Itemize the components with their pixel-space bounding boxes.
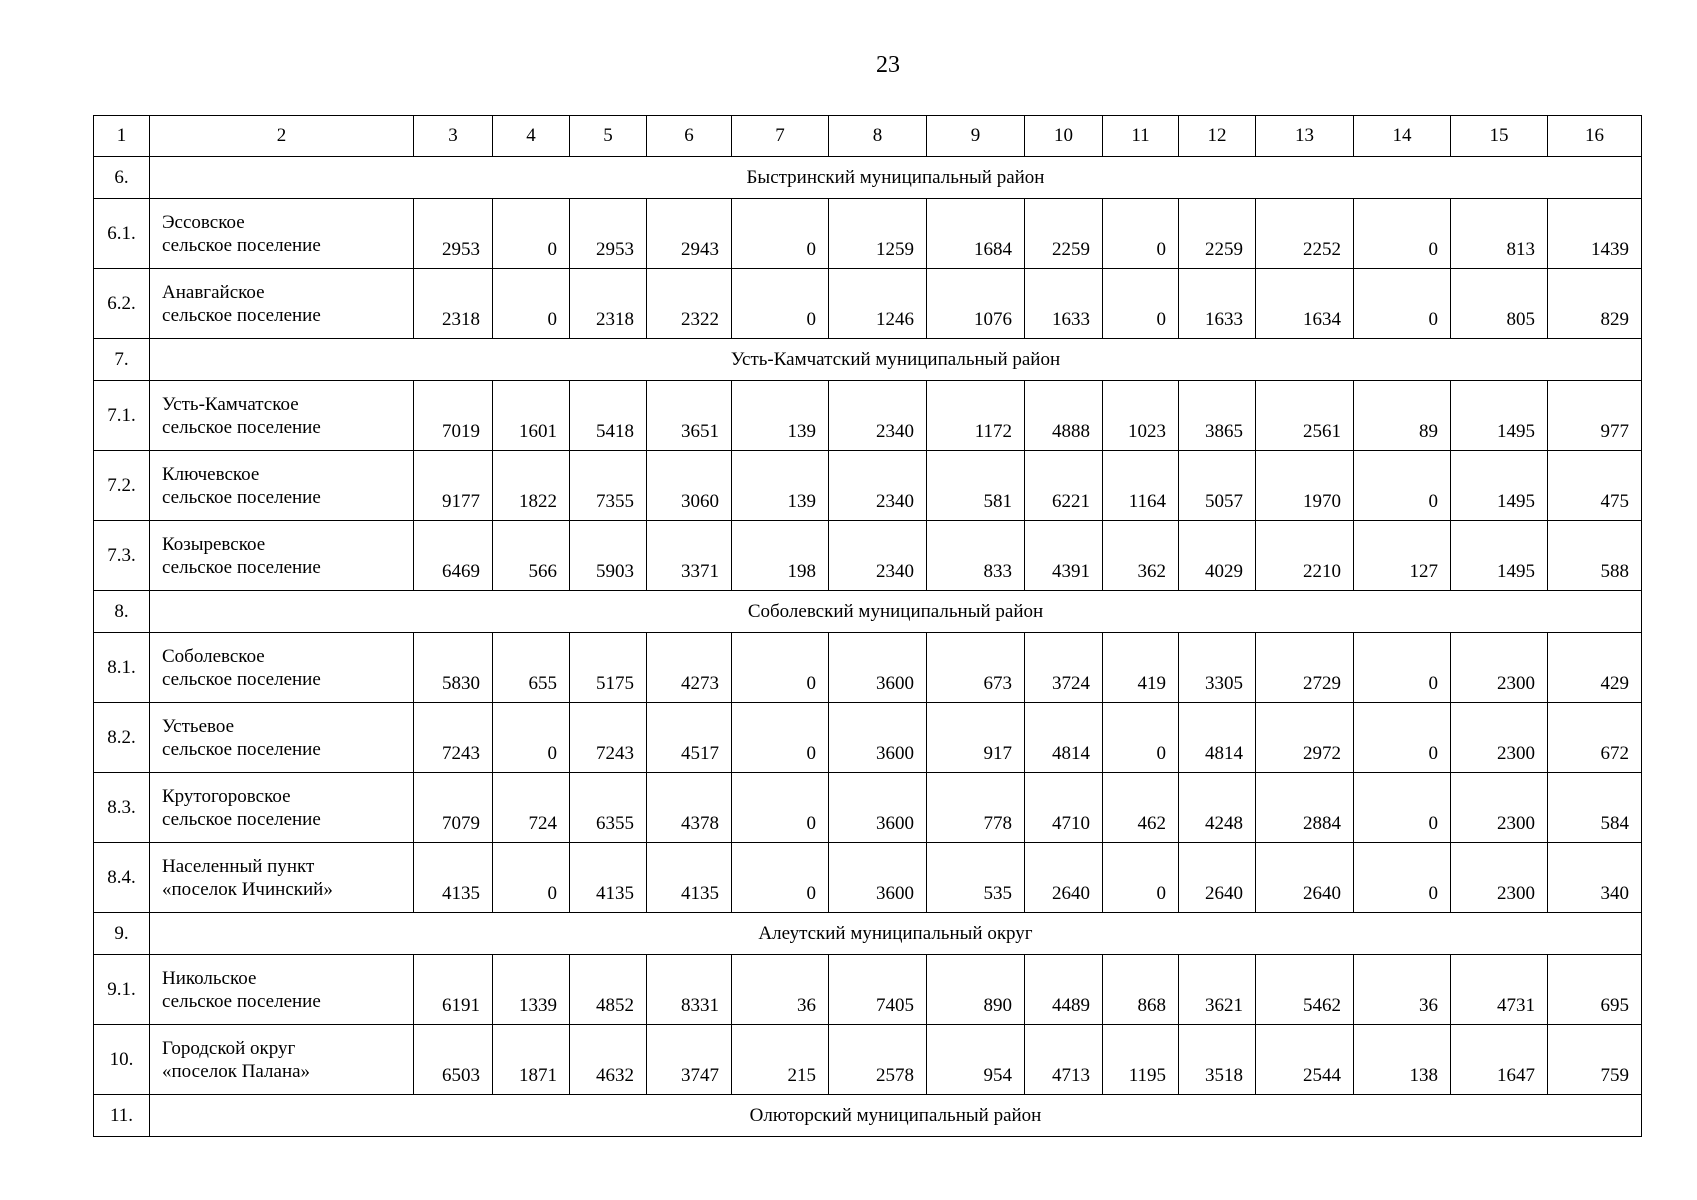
column-number-cell: 2 [150, 116, 414, 157]
value-cell: 917 [927, 703, 1025, 773]
column-number-cell: 9 [927, 116, 1025, 157]
value-cell: 1439 [1548, 199, 1642, 269]
value-cell: 6221 [1025, 451, 1103, 521]
value-cell: 0 [1354, 199, 1451, 269]
value-cell: 1195 [1103, 1025, 1179, 1095]
value-cell: 36 [1354, 955, 1451, 1025]
column-number-cell: 16 [1548, 116, 1642, 157]
value-cell: 7243 [414, 703, 493, 773]
value-cell: 1023 [1103, 381, 1179, 451]
value-cell: 9177 [414, 451, 493, 521]
value-cell: 4135 [647, 843, 732, 913]
row-number: 7.2. [94, 451, 150, 521]
value-cell: 8331 [647, 955, 732, 1025]
value-cell: 1259 [829, 199, 927, 269]
value-cell: 1601 [493, 381, 570, 451]
settlement-name [150, 521, 414, 591]
value-cell: 673 [927, 633, 1025, 703]
table-row [94, 1025, 1642, 1095]
value-cell: 2252 [1256, 199, 1354, 269]
value-cell: 813 [1451, 199, 1548, 269]
value-cell: 1495 [1451, 451, 1548, 521]
value-cell: 5057 [1179, 451, 1256, 521]
value-cell: 2340 [829, 451, 927, 521]
column-number-cell: 13 [1256, 116, 1354, 157]
value-cell: 0 [732, 703, 829, 773]
value-cell: 4731 [1451, 955, 1548, 1025]
settlement-name-line: сельское поселение [162, 990, 321, 1012]
value-cell: 2300 [1451, 633, 1548, 703]
value-cell: 0 [1103, 199, 1179, 269]
section-row [94, 913, 1642, 955]
value-cell: 1633 [1179, 269, 1256, 339]
row-number: 8.2. [94, 703, 150, 773]
section-row [94, 157, 1642, 199]
value-cell: 2318 [570, 269, 647, 339]
value-cell: 1495 [1451, 521, 1548, 591]
section-row [94, 339, 1642, 381]
value-cell: 429 [1548, 633, 1642, 703]
value-cell: 198 [732, 521, 829, 591]
value-cell: 2943 [647, 199, 732, 269]
value-cell: 0 [1103, 843, 1179, 913]
settlement-name [150, 703, 414, 773]
row-number: 11. [94, 1095, 150, 1137]
value-cell: 672 [1548, 703, 1642, 773]
column-number-cell: 6 [647, 116, 732, 157]
value-cell: 890 [927, 955, 1025, 1025]
row-number: 10. [94, 1025, 150, 1095]
settlement-name-line: Крутогоровское [162, 785, 291, 807]
section-title: Соболевский муниципальный район [150, 591, 1642, 633]
value-cell: 362 [1103, 521, 1179, 591]
row-number: 8.1. [94, 633, 150, 703]
value-cell: 0 [493, 843, 570, 913]
value-cell: 2340 [829, 381, 927, 451]
value-cell: 127 [1354, 521, 1451, 591]
value-cell: 139 [732, 381, 829, 451]
value-cell: 0 [1103, 703, 1179, 773]
row-number: 8.3. [94, 773, 150, 843]
value-cell: 1339 [493, 955, 570, 1025]
value-cell: 2210 [1256, 521, 1354, 591]
value-cell: 759 [1548, 1025, 1642, 1095]
value-cell: 4029 [1179, 521, 1256, 591]
value-cell: 2340 [829, 521, 927, 591]
value-cell: 0 [1354, 703, 1451, 773]
value-cell: 3724 [1025, 633, 1103, 703]
row-number: 6.2. [94, 269, 150, 339]
settlement-name-line: Ключевское [162, 463, 260, 485]
value-cell: 977 [1548, 381, 1642, 451]
value-cell: 1871 [493, 1025, 570, 1095]
row-number: 8.4. [94, 843, 150, 913]
value-cell: 2318 [414, 269, 493, 339]
table-body [94, 116, 1642, 1137]
row-number: 9. [94, 913, 150, 955]
value-cell: 4248 [1179, 773, 1256, 843]
row-number: 6. [94, 157, 150, 199]
value-cell: 805 [1451, 269, 1548, 339]
column-number-row [94, 116, 1642, 157]
value-cell: 3305 [1179, 633, 1256, 703]
value-cell: 215 [732, 1025, 829, 1095]
value-cell: 3060 [647, 451, 732, 521]
value-cell: 566 [493, 521, 570, 591]
value-cell: 0 [732, 633, 829, 703]
settlement-name [150, 381, 414, 451]
row-number: 9.1. [94, 955, 150, 1025]
value-cell: 2578 [829, 1025, 927, 1095]
settlement-name-line: сельское поселение [162, 234, 321, 256]
value-cell: 778 [927, 773, 1025, 843]
value-cell: 0 [1354, 269, 1451, 339]
value-cell: 2953 [414, 199, 493, 269]
value-cell: 36 [732, 955, 829, 1025]
value-cell: 4710 [1025, 773, 1103, 843]
value-cell: 7243 [570, 703, 647, 773]
column-number-cell: 4 [493, 116, 570, 157]
value-cell: 4632 [570, 1025, 647, 1095]
table-row [94, 703, 1642, 773]
value-cell: 3371 [647, 521, 732, 591]
column-number-cell: 12 [1179, 116, 1256, 157]
value-cell: 0 [493, 199, 570, 269]
value-cell: 829 [1548, 269, 1642, 339]
settlement-name-line: сельское поселение [162, 808, 321, 830]
settlement-name-line: Соболевское [162, 645, 265, 667]
value-cell: 340 [1548, 843, 1642, 913]
column-number-cell: 5 [570, 116, 647, 157]
settlement-name [150, 773, 414, 843]
column-number-cell: 15 [1451, 116, 1548, 157]
settlement-name [150, 1025, 414, 1095]
settlement-name-line: сельское поселение [162, 304, 321, 326]
table-row [94, 269, 1642, 339]
value-cell: 4135 [414, 843, 493, 913]
row-number: 8. [94, 591, 150, 633]
value-cell: 6469 [414, 521, 493, 591]
value-cell: 7355 [570, 451, 647, 521]
row-number: 7.3. [94, 521, 150, 591]
value-cell: 6503 [414, 1025, 493, 1095]
settlement-name-line: Эссовское [162, 211, 245, 233]
settlement-name-line: «поселок Ичинский» [162, 878, 333, 900]
settlement-name-line: сельское поселение [162, 668, 321, 690]
value-cell: 4713 [1025, 1025, 1103, 1095]
settlement-name-line: сельское поселение [162, 556, 321, 578]
value-cell: 7405 [829, 955, 927, 1025]
value-cell: 1246 [829, 269, 927, 339]
settlement-name-line: сельское поселение [162, 738, 321, 760]
table-row [94, 199, 1642, 269]
value-cell: 4814 [1025, 703, 1103, 773]
value-cell: 954 [927, 1025, 1025, 1095]
column-number-cell: 8 [829, 116, 927, 157]
value-cell: 1647 [1451, 1025, 1548, 1095]
value-cell: 3600 [829, 843, 927, 913]
settlement-name-line: сельское поселение [162, 416, 321, 438]
row-number: 7. [94, 339, 150, 381]
settlement-name [150, 955, 414, 1025]
value-cell: 2259 [1179, 199, 1256, 269]
value-cell: 3865 [1179, 381, 1256, 451]
value-cell: 2640 [1256, 843, 1354, 913]
value-cell: 2640 [1025, 843, 1103, 913]
value-cell: 1970 [1256, 451, 1354, 521]
value-cell: 5830 [414, 633, 493, 703]
settlement-name [150, 843, 414, 913]
value-cell: 2884 [1256, 773, 1354, 843]
value-cell: 5175 [570, 633, 647, 703]
value-cell: 5418 [570, 381, 647, 451]
settlement-name-line: Козыревское [162, 533, 266, 555]
value-cell: 0 [1354, 451, 1451, 521]
value-cell: 0 [1354, 633, 1451, 703]
value-cell: 1633 [1025, 269, 1103, 339]
table-row [94, 381, 1642, 451]
value-cell: 1172 [927, 381, 1025, 451]
value-cell: 2640 [1179, 843, 1256, 913]
value-cell: 3518 [1179, 1025, 1256, 1095]
value-cell: 1076 [927, 269, 1025, 339]
row-number: 7.1. [94, 381, 150, 451]
settlement-name-line: Усть-Камчатское [162, 393, 299, 415]
value-cell: 419 [1103, 633, 1179, 703]
value-cell: 7019 [414, 381, 493, 451]
value-cell: 3747 [647, 1025, 732, 1095]
value-cell: 0 [1354, 773, 1451, 843]
value-cell: 655 [493, 633, 570, 703]
value-cell: 2322 [647, 269, 732, 339]
value-cell: 2544 [1256, 1025, 1354, 1095]
column-number-cell: 7 [732, 116, 829, 157]
value-cell: 4517 [647, 703, 732, 773]
value-cell: 581 [927, 451, 1025, 521]
settlement-name-line: «поселок Палана» [162, 1060, 311, 1082]
section-title: Быстринский муниципальный район [150, 157, 1642, 199]
settlement-name-line: сельское поселение [162, 486, 321, 508]
value-cell: 695 [1548, 955, 1642, 1025]
value-cell: 89 [1354, 381, 1451, 451]
table-row [94, 451, 1642, 521]
page-number: 23 [876, 52, 900, 78]
value-cell: 4814 [1179, 703, 1256, 773]
settlement-name [150, 269, 414, 339]
settlement-name [150, 633, 414, 703]
column-number-cell: 14 [1354, 116, 1451, 157]
section-row [94, 1095, 1642, 1137]
value-cell: 3621 [1179, 955, 1256, 1025]
value-cell: 0 [1354, 843, 1451, 913]
value-cell: 5903 [570, 521, 647, 591]
value-cell: 1164 [1103, 451, 1179, 521]
value-cell: 0 [493, 703, 570, 773]
value-cell: 138 [1354, 1025, 1451, 1095]
value-cell: 2972 [1256, 703, 1354, 773]
value-cell: 2300 [1451, 843, 1548, 913]
value-cell: 2300 [1451, 703, 1548, 773]
value-cell: 4391 [1025, 521, 1103, 591]
section-title: Алеутский муниципальный округ [150, 913, 1642, 955]
value-cell: 4135 [570, 843, 647, 913]
settlement-name-line: Никольское [162, 967, 257, 989]
table-row [94, 843, 1642, 913]
value-cell: 833 [927, 521, 1025, 591]
data-table [93, 115, 1642, 1137]
section-row [94, 591, 1642, 633]
value-cell: 6355 [570, 773, 647, 843]
value-cell: 0 [493, 269, 570, 339]
value-cell: 1634 [1256, 269, 1354, 339]
value-cell: 4852 [570, 955, 647, 1025]
value-cell: 2561 [1256, 381, 1354, 451]
column-number-cell: 11 [1103, 116, 1179, 157]
value-cell: 475 [1548, 451, 1642, 521]
value-cell: 1822 [493, 451, 570, 521]
value-cell: 2953 [570, 199, 647, 269]
value-cell: 1684 [927, 199, 1025, 269]
value-cell: 0 [732, 773, 829, 843]
value-cell: 0 [732, 843, 829, 913]
value-cell: 2300 [1451, 773, 1548, 843]
value-cell: 584 [1548, 773, 1642, 843]
value-cell: 139 [732, 451, 829, 521]
value-cell: 3600 [829, 633, 927, 703]
section-title: Олюторский муниципальный район [150, 1095, 1642, 1137]
value-cell: 588 [1548, 521, 1642, 591]
value-cell: 0 [732, 269, 829, 339]
table-row [94, 633, 1642, 703]
value-cell: 0 [1103, 269, 1179, 339]
settlement-name [150, 199, 414, 269]
value-cell: 868 [1103, 955, 1179, 1025]
column-number-cell: 3 [414, 116, 493, 157]
value-cell: 4273 [647, 633, 732, 703]
settlement-name-line: Анавгайское [162, 281, 265, 303]
value-cell: 1495 [1451, 381, 1548, 451]
settlement-name-line: Городской округ [162, 1037, 296, 1059]
settlement-name-line: Устьевое [162, 715, 235, 737]
table-row [94, 955, 1642, 1025]
table-row [94, 773, 1642, 843]
value-cell: 535 [927, 843, 1025, 913]
value-cell: 3651 [647, 381, 732, 451]
value-cell: 462 [1103, 773, 1179, 843]
column-number-cell: 1 [94, 116, 150, 157]
value-cell: 6191 [414, 955, 493, 1025]
value-cell: 2729 [1256, 633, 1354, 703]
row-number: 6.1. [94, 199, 150, 269]
value-cell: 7079 [414, 773, 493, 843]
value-cell: 0 [732, 199, 829, 269]
column-number-cell: 10 [1025, 116, 1103, 157]
value-cell: 4378 [647, 773, 732, 843]
value-cell: 724 [493, 773, 570, 843]
section-title: Усть-Камчатский муниципальный район [150, 339, 1642, 381]
value-cell: 3600 [829, 703, 927, 773]
value-cell: 4489 [1025, 955, 1103, 1025]
settlement-name-line: Населенный пункт [162, 855, 315, 877]
value-cell: 2259 [1025, 199, 1103, 269]
settlement-name [150, 451, 414, 521]
value-cell: 4888 [1025, 381, 1103, 451]
table-row [94, 521, 1642, 591]
value-cell: 3600 [829, 773, 927, 843]
value-cell: 5462 [1256, 955, 1354, 1025]
